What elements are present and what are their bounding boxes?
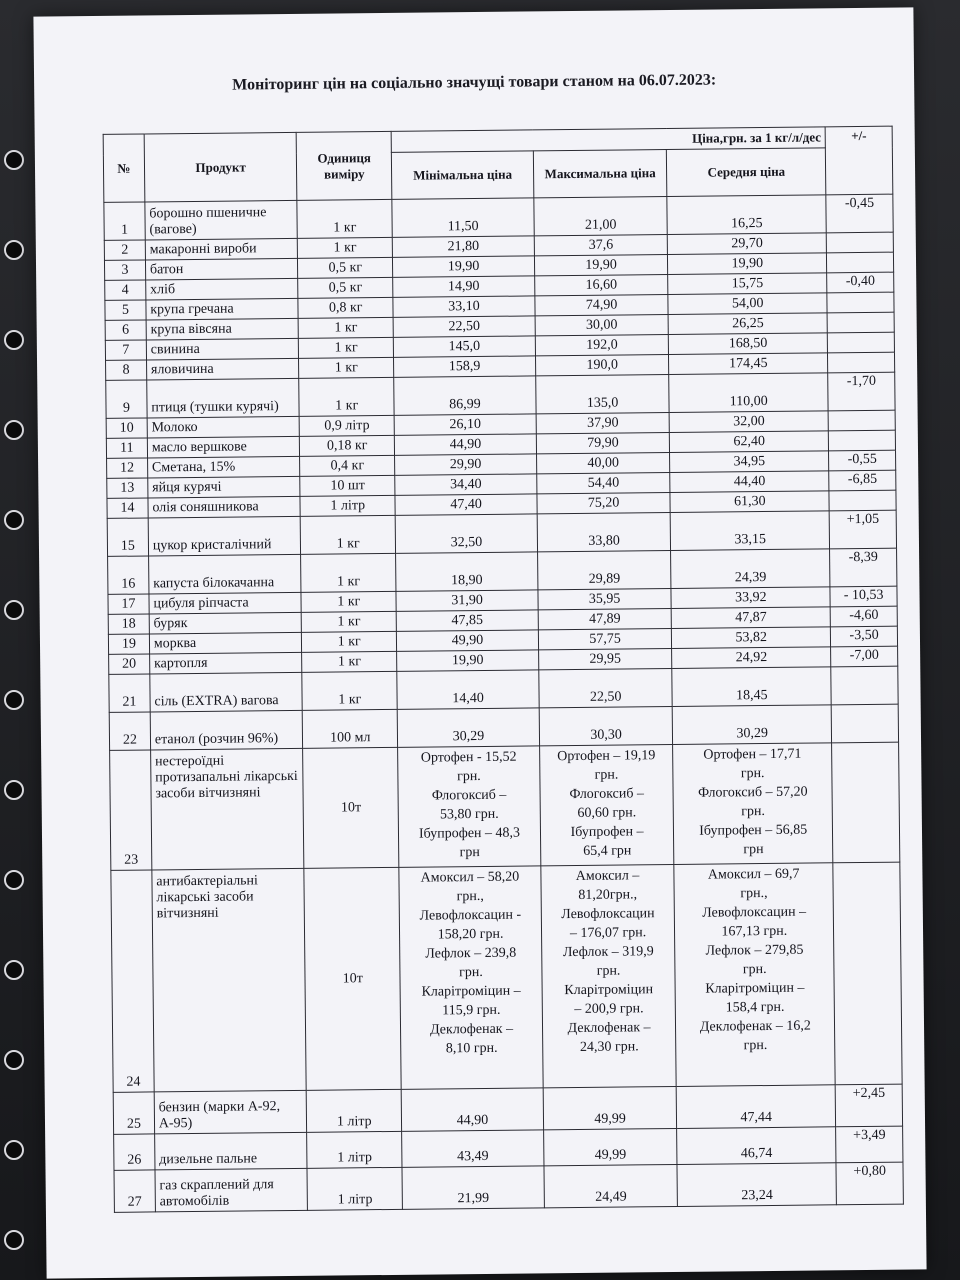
product-name: картопля [149,652,302,674]
row-number: 17 [108,594,149,614]
price-line: грн. [743,1038,768,1054]
max-price: 16,60 [535,275,668,296]
min-price: 29,90 [395,454,537,475]
price-line: грн [743,842,764,858]
avg-price: 54,00 [668,293,827,315]
row-number: 12 [107,458,148,478]
max-price: 37,6 [534,235,667,256]
min-price: 47,85 [396,610,538,631]
unit-value: 1 кг [299,317,394,338]
max-price: 190,0 [535,355,668,376]
row-number: 10 [106,418,147,438]
avg-price: 15,75 [668,273,827,295]
product-name: нестероїдні протизапальні лікарські засоби вітчизняні [150,748,304,870]
unit-value: 1 кг [299,357,394,378]
min-price: 86,99 [394,376,536,415]
price-line: Кларітроміцин – [705,980,805,997]
avg-price: 33,15 [670,511,829,551]
price-line: Деклофенак – [429,1021,514,1038]
price-change [833,862,902,1085]
min-price: 44,90 [401,1088,543,1131]
binder-hole [4,600,24,620]
min-price: 22,50 [393,316,535,337]
row-number: 2 [104,240,145,260]
max-price: 135,0 [536,375,670,414]
product-name: Сметана, 15% [147,456,300,478]
avg-price: 16,25 [667,195,826,235]
price-line: Кларітроміцин – [421,983,521,1000]
table-row [111,862,902,1092]
avg-price: 24,39 [671,549,830,589]
unit-value: 1 літр [300,495,395,516]
min-price: 19,90 [393,256,535,277]
page-title: Моніторинг цін на соціально значущі товари станом на 06.07.2023: [232,71,717,94]
unit-value: 1 кг [299,337,394,358]
price-line: Кларітроміцин [564,982,654,999]
price-change: -0,40 [827,272,894,293]
max-price: 79,90 [536,433,669,454]
avg-price: 32,00 [669,411,828,433]
header-max: Максимальна ціна [533,150,667,198]
row-number: 6 [105,320,146,340]
header-no: № [103,134,145,202]
price-line: Ортофен – 19,19 [557,748,656,765]
price-change: -0,55 [829,450,896,471]
binder-hole [4,420,24,440]
price-line: 65,4 грн [583,843,632,859]
row-number: 19 [108,634,149,654]
price-change [827,312,894,333]
document-page [33,7,926,1278]
price-line: 115,9 грн. [442,1002,501,1019]
min-price: 145,0 [393,336,535,357]
price-line: 8,10 грн. [445,1040,498,1057]
product-name: антибактеріальні лікарські засоби вітчизняні [152,868,307,1092]
row-number: 23 [110,750,152,870]
product-name: бензин (марки А-92, А-95) [154,1090,307,1134]
unit-value: 1 кг [302,611,397,632]
min-price: 31,90 [396,590,538,611]
product-name: газ скраплений для автомобілів [155,1168,308,1212]
min-price: 21,80 [392,236,534,257]
product-name: морква [149,632,302,654]
avg-price: 174,45 [669,353,828,375]
unit-value: 10т [304,867,401,1090]
product-name: хліб [146,278,299,300]
binder-holes [4,130,26,1260]
price-line: Флогоксиб – 57,20 [698,784,808,801]
max-price: 33,80 [537,512,671,551]
min-price: 14,90 [393,276,535,297]
binder-hole [4,510,24,530]
price-line: грн. [596,963,621,979]
product-name: сіль (EXTRA) вагова [150,672,303,712]
max-price: 29,95 [539,648,672,669]
price-line: – 176,07 грн. [569,925,647,942]
price-change: -4,60 [830,606,897,627]
row-number: 4 [105,280,146,300]
price-line: Ортофен – 17,71 [703,746,802,763]
row-number: 3 [104,260,145,280]
unit-value: 0,5 кг [298,277,393,298]
price-change [827,232,894,253]
product-name: свинина [146,338,299,360]
price-line: грн., [456,888,484,905]
max-price: 37,90 [536,413,669,434]
min-price-list [398,746,541,867]
price-line: 60,60 грн. [577,805,637,821]
row-number: 22 [109,712,150,750]
price-change: +2,45 [835,1084,902,1127]
product-name: яйця курячі [148,476,301,498]
price-line: 167,13 грн. [721,923,788,940]
price-table [103,126,904,1213]
unit-value: 1 кг [301,515,396,554]
avg-price: 53,82 [672,627,831,649]
price-line: Левофлоксацин [561,906,655,923]
price-line: Ібупрофен – [570,824,644,841]
price-line: 81,20грн., [578,887,638,903]
price-line: Левофлоксацин - [419,907,522,924]
unit-value: 0,8 кг [298,297,393,318]
row-number: 13 [107,478,148,498]
table-row [114,1162,903,1212]
product-name: буряк [149,612,302,634]
price-line: Ібупрофен – 56,85 [699,822,808,839]
min-price: 158,9 [394,356,536,377]
max-price: 47,89 [538,608,671,629]
unit-value: 1 кг [299,377,394,416]
max-price: 49,99 [543,1086,677,1129]
row-number: 8 [106,360,147,380]
header-price-group: Ціна,грн. за 1 кг/л/дес [391,127,825,153]
row-number: 18 [108,614,149,634]
avg-price: 47,87 [671,607,830,629]
product-name: масло вершкове [147,436,300,458]
min-price: 34,40 [395,474,537,495]
min-price: 18,90 [396,552,538,591]
unit-value: 1 кг [301,553,396,592]
row-number: 16 [108,556,149,594]
avg-price: 61,30 [670,491,829,513]
price-line: Лефлок – 239,8 [425,945,517,962]
price-change [829,430,896,451]
price-change: -6,85 [829,470,896,491]
row-number: 9 [106,380,147,418]
avg-price: 26,25 [668,313,827,335]
unit-value: 0,9 літр [300,415,395,436]
binder-hole [4,780,24,800]
price-line: Амоксил – [575,868,640,885]
product-name: яловичина [146,358,299,380]
row-number: 7 [105,340,146,360]
avg-price: 46,74 [677,1127,836,1165]
unit-value: 1 кг [302,651,397,672]
price-change: -3,50 [831,626,898,647]
avg-price: 168,50 [669,333,828,355]
max-price-list [540,744,675,865]
unit-value: 0,18 кг [300,435,395,456]
avg-price: 18,45 [672,667,831,707]
max-price: 54,40 [537,473,670,494]
min-price: 30,29 [397,708,539,747]
product-name: олія соняшникова [148,496,301,518]
unit-value: 1 кг [302,671,397,710]
product-name: крупа гречана [146,298,299,320]
binder-hole [4,690,24,710]
max-price: 21,00 [534,197,668,236]
price-line: Деклофенак – [567,1020,651,1037]
avg-price: 29,70 [667,233,826,255]
row-number: 5 [105,300,146,320]
price-line: Лефлок – 319,9 [562,944,654,961]
price-line: грн. [594,767,619,783]
min-price: 33,10 [393,296,535,317]
row-number: 26 [114,1134,155,1170]
header-unit: Одиниця виміру [297,131,392,200]
binder-hole [4,150,24,170]
row-number: 21 [109,674,150,712]
max-price: 30,30 [539,706,673,745]
max-price: 192,0 [535,335,668,356]
product-name: крупа вівсяна [146,318,299,340]
row-number: 14 [107,498,148,518]
price-line: грн. [459,964,483,981]
max-price: 24,49 [544,1164,678,1207]
price-change: +0,80 [836,1162,903,1205]
avg-price: 30,29 [672,705,831,745]
binder-hole [4,1140,24,1160]
min-price: 21,99 [402,1166,544,1209]
price-change: +3,49 [836,1126,903,1163]
unit-value: 10т [303,747,399,868]
price-change [827,292,894,313]
min-price: 19,90 [397,650,539,671]
unit-value: 0,5 кг [298,257,393,278]
product-name: етанол (розчин 96%) [150,710,303,750]
price-line: 53,80 грн. [439,806,499,823]
unit-value: 1 літр [307,1131,402,1168]
avg-price: 19,90 [668,253,827,275]
price-line: Амоксил – 69,7 [707,866,800,883]
max-price: 49,99 [544,1128,678,1165]
price-change: -8,39 [830,548,897,587]
binder-hole [4,960,24,980]
max-price: 57,75 [538,628,671,649]
max-price: 35,95 [538,588,671,609]
price-change: -0,45 [826,194,893,233]
max-price: 29,89 [538,550,672,589]
price-change [829,490,896,511]
row-number: 20 [109,654,150,674]
price-line: Амоксил – 58,20 [420,869,520,886]
binder-hole [4,1230,24,1250]
avg-price-list [673,743,833,865]
price-change: - 10,53 [830,586,897,607]
max-price: 74,90 [535,295,668,316]
price-line: Флогоксиб – [569,786,645,803]
avg-price: 110,00 [669,373,828,413]
min-price: 32,50 [395,514,537,553]
header-avg: Середня ціна [667,148,827,197]
price-change [828,410,895,431]
product-name: цибуля ріпчаста [149,592,302,614]
price-line: грн. [740,766,765,782]
product-name: птиця (тушки курячі) [147,378,300,418]
price-change: +1,05 [829,510,896,549]
header-diff: +/- [825,126,892,195]
min-price: 47,40 [395,494,537,515]
min-price: 43,49 [402,1130,544,1167]
product-name: макаронні вироби [145,238,298,260]
avg-price: 62,40 [670,431,829,453]
price-change: -1,70 [828,372,895,411]
table-row [110,742,900,870]
row-number: 1 [104,202,145,240]
avg-price: 23,24 [677,1163,837,1207]
row-number: 11 [106,438,147,458]
row-number: 25 [113,1092,154,1134]
header-product: Продукт [144,132,297,202]
avg-price: 44,40 [670,471,829,493]
price-change [828,352,895,373]
price-change [831,704,898,743]
unit-value: 1 літр [307,1167,402,1210]
avg-price: 24,92 [672,647,831,669]
min-price: 49,90 [396,630,538,651]
avg-price: 33,92 [671,587,830,609]
min-price: 11,50 [392,198,534,237]
price-line: грн. [456,768,481,785]
avg-price-list [674,863,835,1087]
price-line: Ортофен - 15,52 [420,749,517,766]
min-price: 14,40 [397,670,539,709]
row-number: 27 [114,1170,155,1212]
binder-hole [4,330,24,350]
unit-value: 1 кг [302,631,397,652]
price-line: грн., [740,886,768,902]
price-line: Лефлок – 279,85 [705,942,804,959]
price-line: – 200,9 грн. [574,1001,644,1018]
product-name: борошно пшеничне (вагове) [145,200,298,240]
price-line: грн [459,845,480,861]
price-change [831,666,898,705]
price-line: Деклофенак – 16,2 [699,1018,811,1035]
unit-value: 1 кг [297,199,392,238]
unit-value: 100 мл [303,709,398,748]
binder-hole [4,870,24,890]
max-price: 19,90 [534,255,667,276]
avg-price: 34,95 [670,451,829,473]
unit-value: 1 літр [307,1089,402,1132]
unit-value: 10 шт [300,475,395,496]
row-number: 24 [111,870,154,1092]
price-change [827,252,894,273]
max-price-list [541,864,677,1087]
price-line: грн. [742,962,767,978]
price-line: грн. [741,804,765,820]
avg-price: 47,44 [676,1085,836,1129]
table-body [104,194,904,1212]
product-name: дизельне пальне [154,1132,307,1170]
product-name: батон [145,258,298,280]
unit-value: 1 кг [298,237,393,258]
price-line: 158,20 грн. [437,926,504,943]
table-header [103,126,893,202]
header-min: Мінімальна ціна [391,151,533,199]
price-line: Левофлоксацин – [702,904,807,921]
price-change [832,742,900,863]
binder-hole [4,240,24,260]
product-name: капуста білокачанна [148,554,301,594]
binder-hole [4,1050,24,1070]
max-price: 40,00 [536,453,669,474]
max-price: 30,00 [535,315,668,336]
price-line: 158,4 грн. [725,999,785,1016]
price-line: Флогоксиб – [431,787,507,804]
unit-value: 0,4 кг [300,455,395,476]
min-price-list [399,866,543,1089]
price-line: 24,30 грн. [579,1039,639,1055]
max-price: 75,20 [537,493,670,514]
unit-value: 1 кг [301,591,396,612]
row-number: 15 [107,518,148,556]
price-change [828,332,895,353]
min-price: 26,10 [394,414,536,435]
max-price: 22,50 [539,668,673,707]
product-name: Молоко [147,416,300,438]
price-line: Ібупрофен – 48,3 [418,825,521,842]
price-change: -7,00 [831,646,898,667]
product-name: цукор кристалічний [148,516,301,556]
min-price: 44,90 [394,434,536,455]
